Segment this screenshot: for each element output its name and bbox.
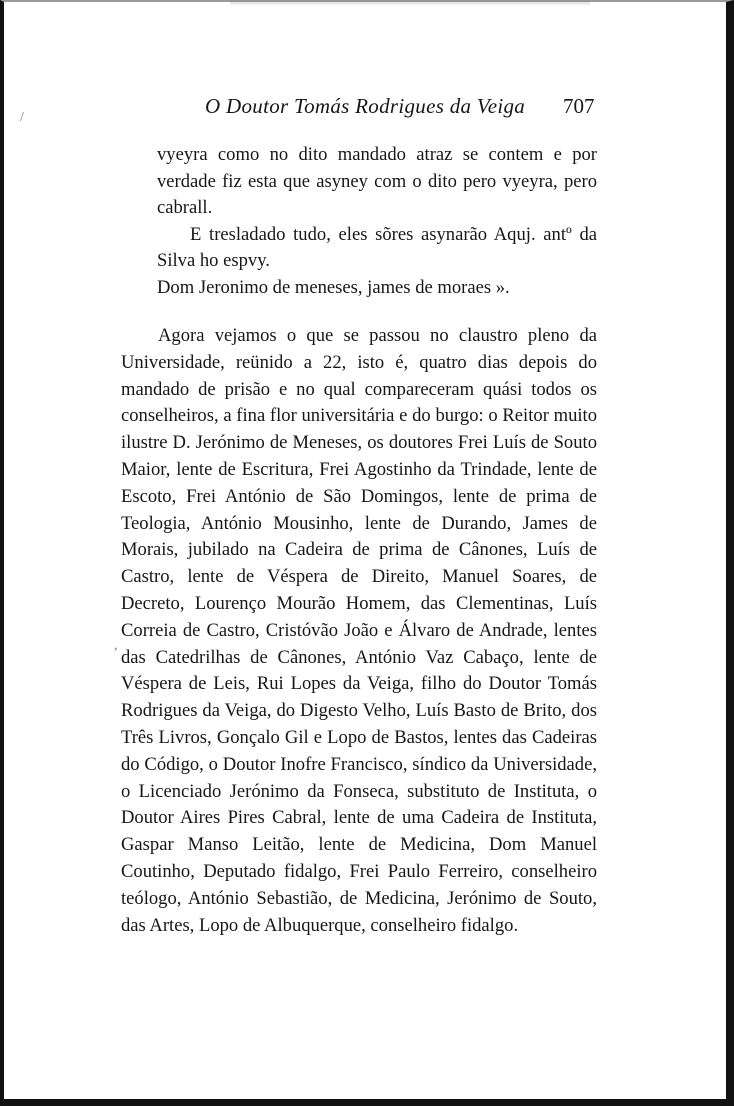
quoted-document (157, 142, 597, 302)
running-title: O Doutor Tomás Rodrigues da Veiga (205, 94, 526, 118)
page-number: 707 (563, 94, 595, 118)
page-header (0, 94, 734, 124)
body-paragraph: Agora vejamos o que se passou no claustro pleno da Universidade, reünido a 22, isto é, quatro dias depois do mandado de prisão e no qual compareceram quási todos os conselheiros, a fina flor universitária e do burgo: o Reitor muito ilustre D. Jerónimo de Meneses, os doutores Frei Luís de Souto Maior, lente de Escritura, Frei Agostinho da Trindade, lente de Escoto, Frei António de São Domingos, lente de prima de Teologia, António Mousinho, lente de Durando, James de Morais, jubilado na Cadeira de prima de Cânones, Luís de Castro, lente de Véspera de Direito, Manuel Soares, de Decreto, Lourenço Mourão Homem, das Clementinas, Luís Correia de Castro, Cristóvão João e Álvaro de Andrade, lentes das Catedrilhas de Cânones, António Vaz Cabaço, lente de Véspera de Leis, Rui Lopes da Veiga, filho do Doutor Tomás Rodrigues da Veiga, do Digesto Velho, Luís Basto de Brito, dos Três Livros, Gonçalo Gil e Lopo de Bastos, lentes das Cadeiras do Código, o Doutor Inofre Francisco, síndico da Universidade, o Licenciado Jerónimo da Fonseca, substituto de Instituta, o Doutor Aires Pires Cabral, lente de uma Cadeira de Instituta, Gaspar Manso Leitão, lente de Medicina, Dom Manuel Coutinho, Deputado fidalgo, Frei Paulo Ferreiro, conselheiro teólogo, António Sebastião, de Medicina, Jerónimo de Souto, das Artes, Lopo de Albuquerque, conselheiro fidalgo. (121, 325, 597, 936)
quote-signatures: Dom Jeronimo de meneses, james de moraes ». (157, 276, 510, 298)
margin-mark: , (114, 638, 118, 653)
quote-paragraph: E tresladado tudo, eles sõres asynarão Aquj. antº da Silva ho espvy. (157, 223, 597, 272)
body-text (121, 323, 597, 939)
scan-shadow (230, 0, 590, 6)
margin-mark: / (20, 110, 24, 125)
quote-paragraph: vyeyra como no dito mandado atraz se contem e por verdade fiz esta que asyney com o dito pero vyeyra, pero cabrall. (157, 144, 597, 219)
